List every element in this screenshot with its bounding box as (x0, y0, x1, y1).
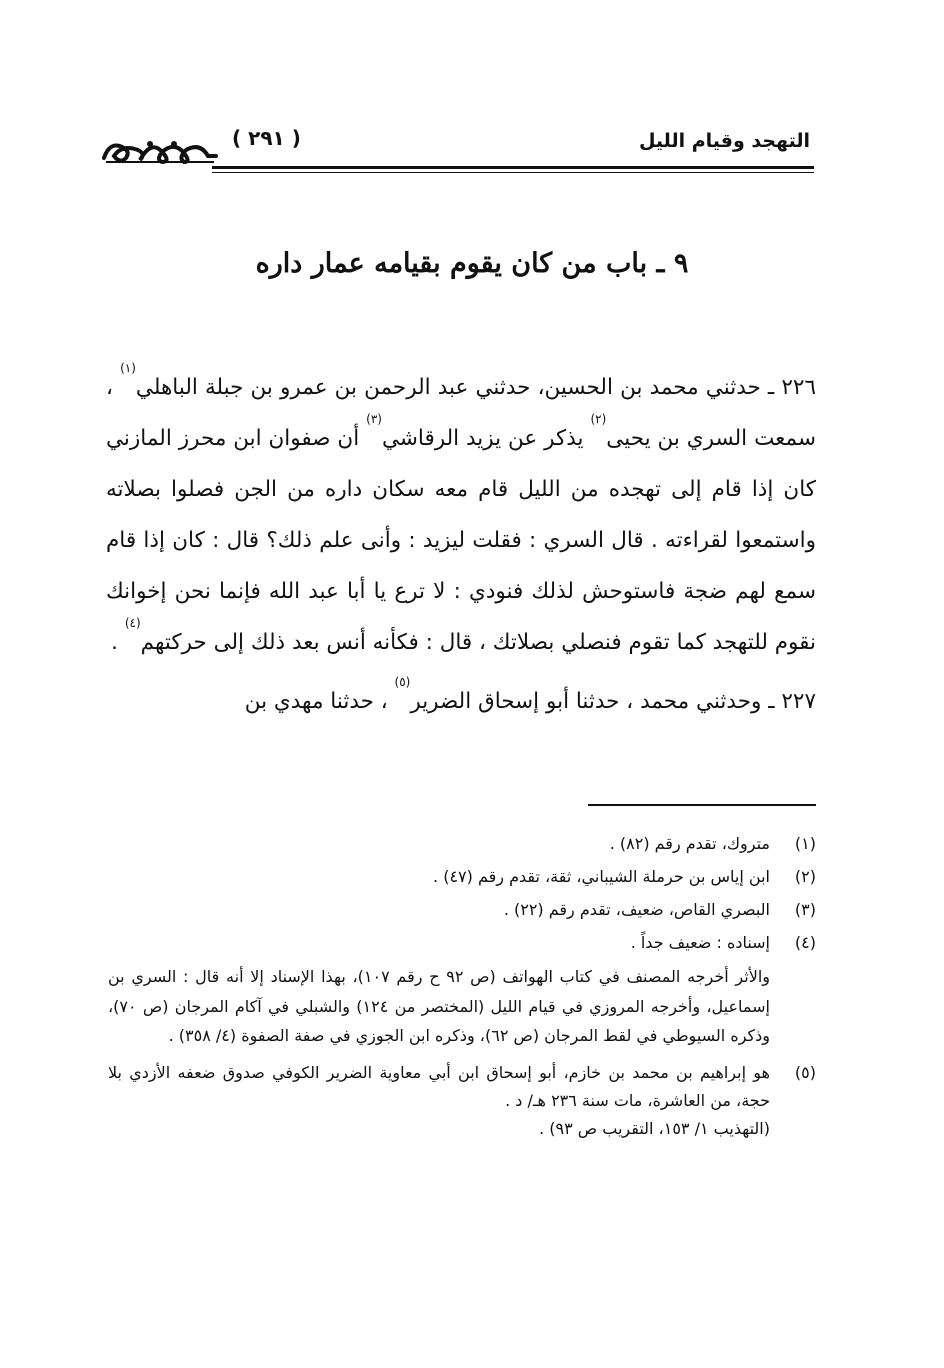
text-segment: ٢٢٧ ـ وحدثني محمد ، حدثنا أبو إسحاق الضرير (410, 689, 816, 714)
footnote-4-detail: والأثر أخرجه المصنف في كتاب الهواتف (ص ٩٢ ح رقم ١٠٧)، بهذا الإسناد إلا أنه قال : السري بن إسماعيل، وأخرجه المروزي في قيام الليل (المختصر من ١٢٤) والشبلي في آكام المرجان (ص ٧٠)، وذكره السيوطي في لقط المرجان (ص ٦٢)، وذكره ابن الجوزي في صفة الصفوة (٤/ ٣٥٨) . (108, 967, 771, 1045)
footnote-5-main: هو إبراهيم بن محمد بن خازم، أبو إسحاق ابن أبي معاوية الضرير الكوفي صدوق ضعفه الأزدي بلا حجة، من العاشرة، مات سنة ٢٣٦ هـ/ د . (108, 1062, 770, 1110)
text-segment: . (111, 630, 125, 655)
footnote-number: (٥) (794, 1062, 816, 1082)
footnote-number: (٣) (794, 900, 816, 919)
chapter-title: ٩ ـ باب من كان يقوم بقيامه عمار داره (255, 248, 689, 279)
text-segment: أن صفوان ابن محرز المازني كان إذا قام إلى تهجده من الليل قام معه سكان داره من الجن فصلوا بصلاته واستمعوا لقراءته . قال السري : فقلت ليزيد : وأنى علم ذلك؟ قال : كان إذا قام سمع لهم ضجة فاستوحش لذلك فنودي : لا ترع يا أبا عبد الله فإنما نحن إخوانك نقوم للتهجد كما تقوم فنصلي بصلاتك ، قال : فكأنه أنس بعد ذلك إلى حركتهم (106, 426, 816, 655)
footnote-ref-1: (١) (120, 361, 136, 375)
footnote-2 (108, 863, 816, 891)
text-segment: يذكر عن يزيد الرقاشي (381, 426, 591, 451)
footnotes (108, 830, 816, 1148)
main-text (106, 362, 816, 727)
paragraph-227 (106, 676, 816, 727)
text-segment: ، سمعت السري بن يحيى (106, 375, 816, 451)
footnote-text: البصري القاص، ضعيف، تقدم رقم (٢٢) . (503, 900, 770, 919)
page-number: ( ٢٩١ ) (232, 126, 301, 150)
footnote-5 (108, 1059, 816, 1143)
footnote-number: (٤) (794, 933, 816, 952)
footnote-number: (٢) (794, 867, 816, 886)
footnote-ref-2: (٢) (590, 412, 607, 426)
footnote-text: ابن إياس بن حرملة الشيباني، ثقة، تقدم رقم (٤٧) . (433, 867, 770, 886)
text-segment: ، حدثنا مهدي بن (244, 689, 395, 714)
footnote-5-references: (التهذيب ١/ ١٥٣، التقريب ص ٩٣) . (539, 1118, 770, 1138)
footnote-separator (588, 804, 816, 806)
footnote-text (108, 1059, 770, 1143)
decorative-flourish-icon (100, 130, 220, 170)
header-rule-thin (212, 172, 814, 173)
footnote-1 (108, 830, 816, 858)
footnote-number: (١) (794, 834, 816, 853)
paragraph-226 (106, 362, 816, 668)
footnote-ref-3: (٣) (366, 412, 382, 426)
running-header-title: التهجد وقيام الليل (638, 130, 810, 152)
footnote-3 (108, 896, 816, 924)
footnote-text: إسناده : ضعيف جداً . (630, 933, 770, 952)
header-rule-thick (212, 166, 814, 169)
footnote-ref-5: (٥) (394, 675, 411, 689)
text-segment: ٢٢٦ ـ حدثني محمد بن الحسين، حدثني عبد الرحمن بن عمرو بن جبلة الباهلي (135, 375, 816, 400)
footnote-ref-4: (٤) (124, 616, 141, 630)
footnote-text: متروك، تقدم رقم (٨٢) . (609, 834, 770, 853)
footnote-4 (108, 929, 816, 957)
